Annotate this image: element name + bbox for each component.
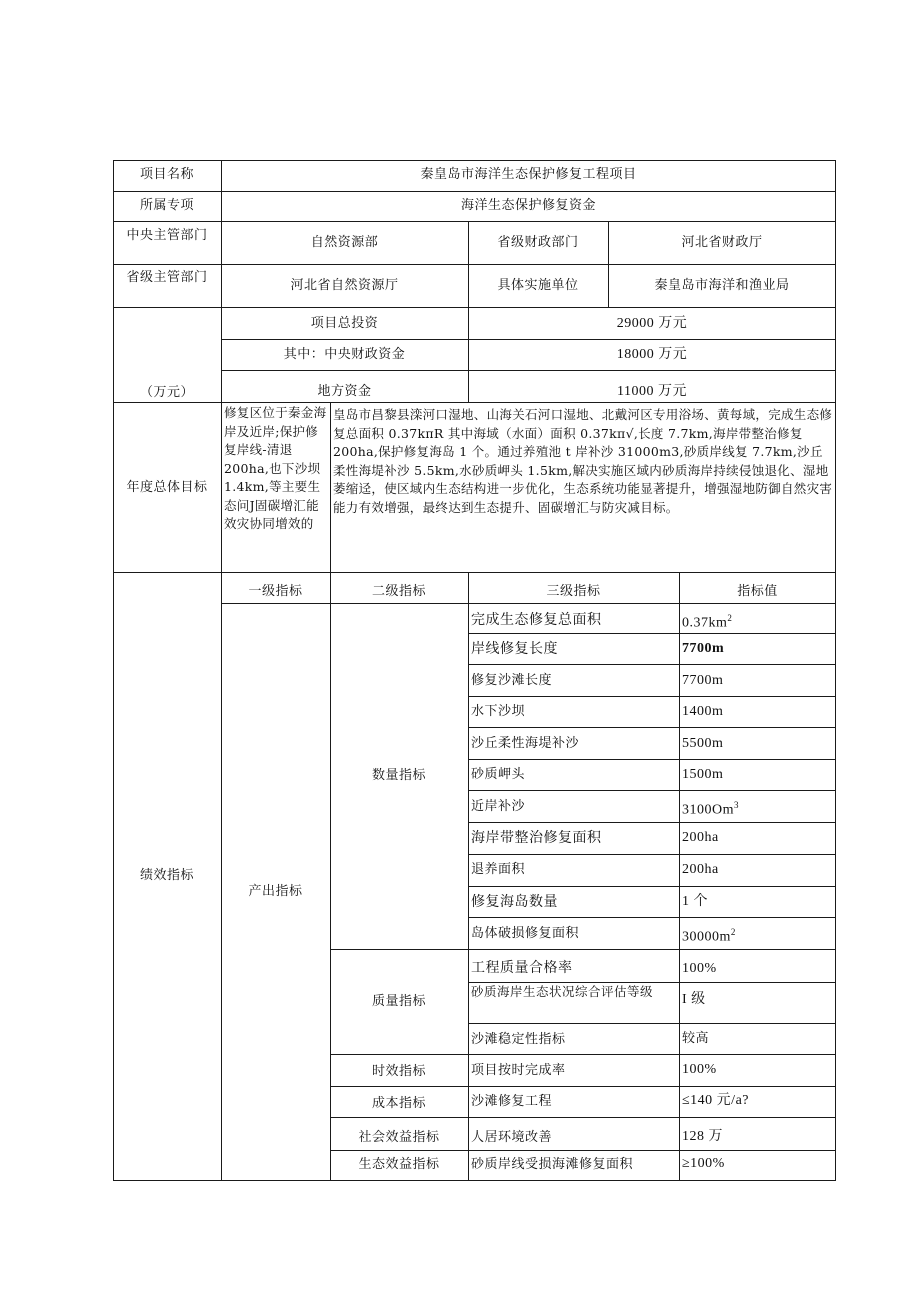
level2-timeliness: 时效指标: [371, 1064, 426, 1079]
annual-goal-left-text: 修复区位于秦金海岸及近岸;保护修复岸线-清退200ha,也下沙坝1.4km,等主要生态问J固碳增汇能效灾协同增效的: [224, 405, 327, 531]
indicator-value: 5500m: [682, 736, 724, 751]
indicator-value: 7700m: [682, 641, 725, 656]
rule: [330, 949, 836, 950]
rule: [835, 160, 836, 1181]
level2-eco-benefit: 生态效益指标: [358, 1157, 440, 1172]
rule: [221, 339, 836, 340]
rule: [113, 160, 114, 1181]
rule: [468, 854, 836, 855]
indicator-value: $30000m^2$: [682, 927, 736, 945]
central-dept-label: 中央主管部门: [126, 228, 208, 243]
indicator-value: 7700m: [682, 673, 724, 688]
indicator-name: 沙滩修复工程: [471, 1094, 553, 1109]
level1-output: 产出指标: [248, 884, 303, 899]
col-value: 指标值: [737, 584, 778, 599]
rule: [330, 1150, 836, 1151]
local-funds-label: 地方资金: [317, 384, 372, 399]
indicator-name: 沙滩稳定性指标: [471, 1032, 566, 1047]
rule: [330, 1054, 836, 1055]
rule: [468, 727, 836, 728]
central-funds-label: 其中：中央财政资金: [283, 347, 406, 362]
prov-dept-label: 省级主管部门: [126, 270, 208, 285]
total-investment-label: 项目总投资: [310, 316, 379, 331]
prov-dept: 河北省自然资源厅: [290, 278, 399, 293]
rule: [468, 790, 836, 791]
impl-unit-label: 具体实施单位: [497, 278, 579, 293]
indicator-name: 沙丘柔性海堤补沙: [471, 736, 580, 751]
indicator-name: 砂质岬头: [471, 767, 526, 782]
central-funds-value: 18000 万元: [616, 347, 688, 362]
indicator-value: 128 万: [682, 1129, 723, 1144]
rule: [221, 160, 222, 1181]
indicator-name: 岛体破损修复面积: [471, 926, 580, 941]
prov-finance: 河北省财政厅: [681, 235, 763, 250]
level2-quality: 质量指标: [371, 994, 426, 1009]
category: 海洋生态保护修复资金: [460, 198, 596, 213]
indicator-name: 近岸补沙: [471, 799, 526, 814]
rule: [468, 822, 836, 823]
col-level1: 一级指标: [248, 584, 303, 599]
central-dept: 自然资源部: [310, 235, 379, 250]
impl-unit: 秦皇岛市海洋和渔业局: [654, 278, 790, 293]
local-funds-value: 11000 万元: [617, 384, 687, 399]
indicator-name: 水下沙坝: [471, 704, 526, 719]
rule: [468, 917, 836, 918]
col-level3: 三级指标: [546, 584, 601, 599]
indicator-value: ≥100%: [682, 1156, 725, 1171]
rule: [468, 982, 836, 983]
rule: [468, 572, 469, 1181]
annual-goal-label: 年度总体目标: [126, 480, 208, 495]
rule: [330, 1086, 836, 1087]
project-name: 秦皇岛市海洋生态保护修复工程项目: [420, 167, 637, 182]
funds-unit-label: （万元）: [139, 385, 194, 400]
prov-finance-label: 省级财政部门: [497, 235, 579, 250]
perf-label: 绩效指标: [139, 868, 194, 883]
indicator-value: 200ha: [682, 830, 719, 845]
indicator-value: 100%: [682, 961, 717, 976]
rule: [221, 370, 836, 371]
rule: [468, 664, 836, 665]
category-label: 所属专项: [139, 198, 194, 213]
indicator-name: 修复沙滩长度: [471, 673, 553, 688]
indicator-name: 砂质岸线受损海滩修复面积: [471, 1157, 634, 1172]
rule: [221, 603, 836, 604]
col-level2: 二级指标: [371, 584, 426, 599]
indicator-value: I 级: [682, 992, 706, 1007]
project-name-label: 项目名称: [139, 167, 194, 182]
indicator-name: 项目按时完成率: [471, 1063, 566, 1078]
indicator-name: 完成生态修复总面积: [471, 612, 602, 628]
indicator-value: 1 个: [682, 894, 708, 909]
indicator-value: $0.37km^2$: [682, 613, 733, 631]
indicator-value: 较高: [682, 1031, 710, 1046]
indicator-value: 1400m: [682, 704, 724, 719]
indicator-name: 退养面积: [471, 862, 526, 877]
rule: [468, 886, 836, 887]
indicator-name: 砂质海岸生态状况综合评估等级: [471, 984, 654, 999]
rule: [679, 572, 680, 1181]
indicator-value: 100%: [682, 1062, 717, 1077]
rule: [468, 633, 836, 634]
rule: [468, 696, 836, 697]
rule: [468, 759, 836, 760]
annual-goal-right-text: 皇岛市昌黎县滦河口湿地、山海关石河口湿地、北戴河区专用浴场、黄每域，完成生态修复总面积 0.37kπR 其中海域（水面）面积 0.37kπ√,长度 7.7km,海岸带整治修复 200ha,保护修复海岛 1 个。通过养殖池 t 岸补沙 31000m3,砂质岸线复 7.7km,沙丘柔性海堤补沙 5.5km,水砂质岬头 1.5km,解决实施区域内砂质海岸持续侵蚀退化、湿地萎缩迳，使区域内生态结构进一步优化，生态系统功能显著提升，增强湿地防御自然灾害能力有效增强，最终达到生态提升、固碳增汇与防灾减目标。: [333, 407, 833, 515]
rule: [330, 572, 331, 1181]
rule: [330, 402, 331, 573]
indicator-name: 修复海岛数量: [471, 894, 558, 910]
rule: [330, 1117, 836, 1118]
indicator-name: 岸线修复长度: [471, 641, 558, 657]
level2-cost: 成本指标: [371, 1096, 426, 1111]
indicator-name: 工程质量合格率: [471, 960, 573, 976]
indicator-value: 3100Om$^3$: [682, 800, 739, 818]
total-investment-value: 29000 万元: [616, 316, 688, 331]
indicator-value: 1500m: [682, 767, 724, 782]
rule: [468, 1023, 836, 1024]
indicator-name: 人居环境改善: [471, 1130, 553, 1145]
indicator-name: 海岸带整治修复面积: [471, 830, 602, 846]
indicator-value: ≤140 元/a?: [682, 1093, 750, 1108]
level2-quantity: 数量指标: [371, 768, 426, 783]
indicator-value: 200ha: [682, 862, 719, 877]
level2-social-benefit: 社会效益指标: [358, 1130, 440, 1145]
